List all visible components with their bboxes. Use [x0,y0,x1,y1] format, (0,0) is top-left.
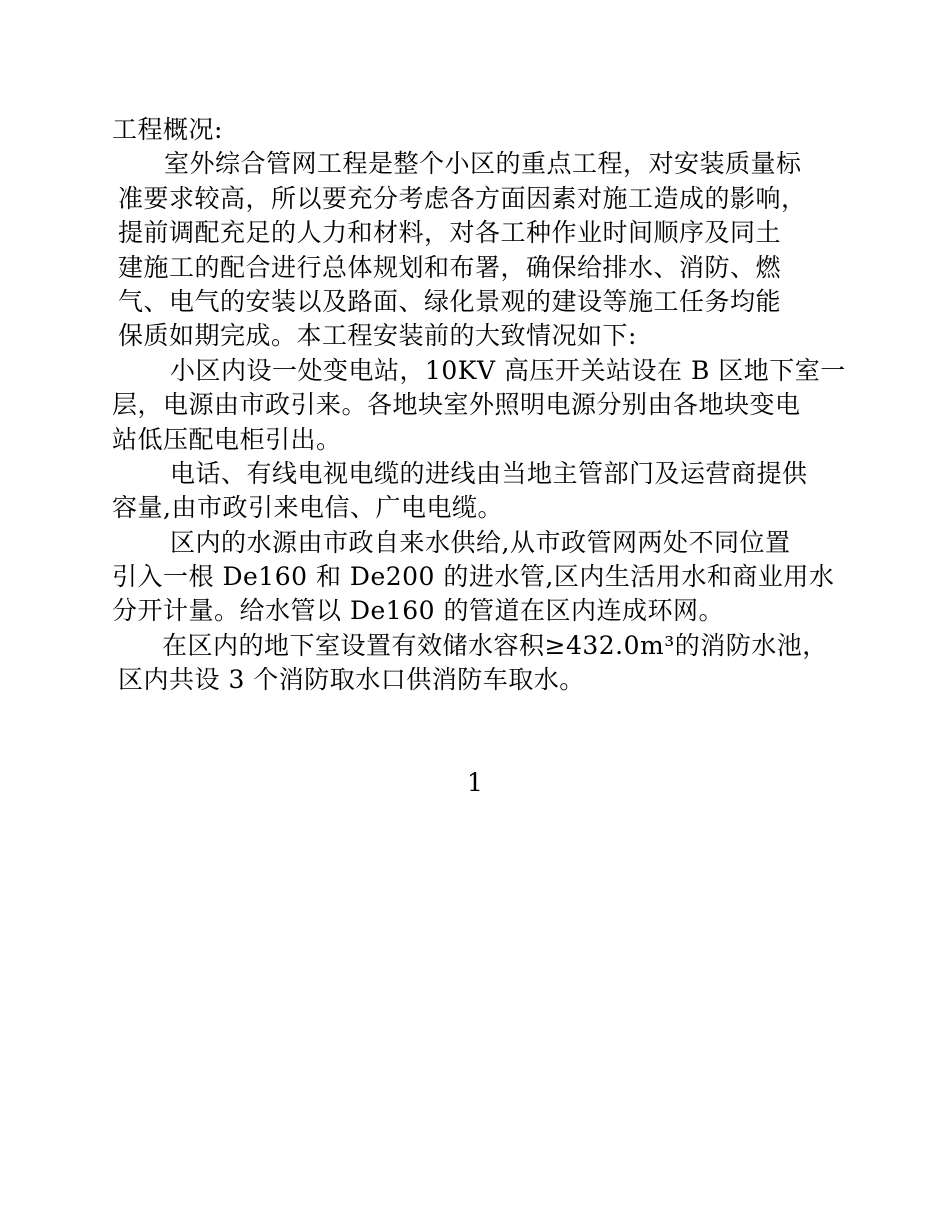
paragraph-line: 保质如期完成。本工程安装前的大致情况如下: [118,321,637,351]
paragraph-line: 分开计量。给水管以 De160 的管道在区内连成环网。 [112,596,724,626]
paragraph-line: 准要求较高，所以要充分考虑各方面因素对施工造成的影响， [118,183,807,213]
paragraph-line: 区内的水源由市政自来水供给,从市政管网两处不同位置 [170,527,791,557]
paragraph-line: 提前调配充足的人力和材料，对各工种作业时间顺序及同土 [118,218,782,248]
paragraph-line: 建施工的配合进行总体规划和布署，确保给排水、消防、燃 [118,252,782,282]
paragraph-line: 室外综合管网工程是整个小区的重点工程，对安装质量标 [164,149,802,179]
paragraph-line: 引入一根 De160 和 De200 的进水管,区内生活用水和商业用水 [112,562,835,592]
section-heading: 工程概况: [112,115,223,144]
body-text [112,113,872,698]
paragraph-line: 小区内设一处变电站，10KV 高压开关站设在 B 区地下室一 [170,355,846,385]
paragraph-line: 在区内的地下室设置有效储水容积≥432.0m³的消防水池， [162,630,828,660]
page-number: 1 [467,768,483,797]
paragraph-line: 站低压配电柜引出。 [112,424,342,454]
paragraph-line: 层，电源由市政引来。各地块室外照明电源分别由各地块变电 [112,390,801,420]
paragraph-line: 气、电气的安装以及路面、绿化景观的建设等施工任务均能 [118,286,782,316]
paragraph-line: 区内共设 3 个消防取水口供消防车取水。 [118,665,585,695]
paragraph-line: 电话、有线电视电缆的进线由当地主管部门及运营商提供 [170,458,808,488]
paragraph-line: 容量,由市政引来电信、广电电缆。 [112,493,503,523]
